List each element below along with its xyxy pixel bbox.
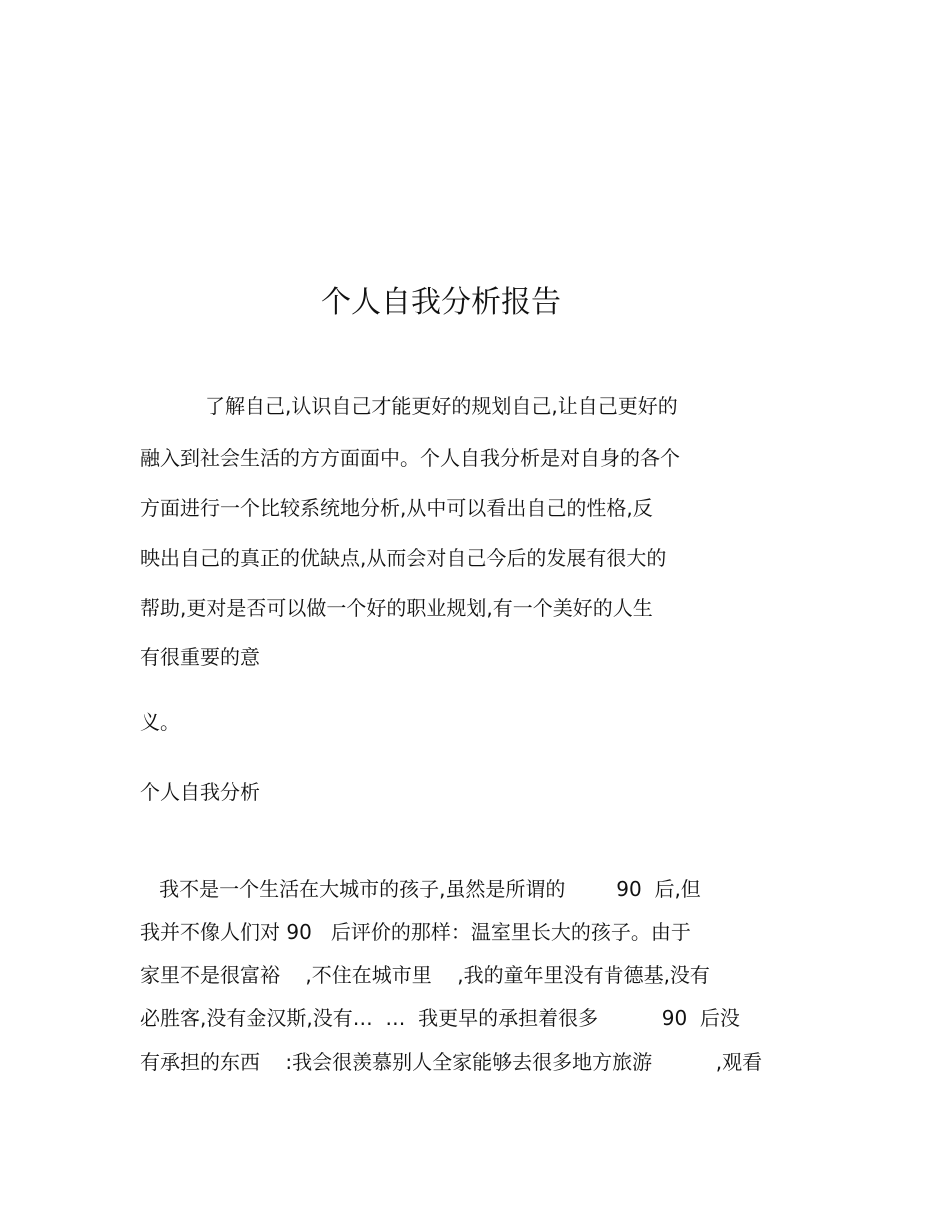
intro-line-3: 方面进行一个比较系统地分析,从中可以看出自己的性格,反 bbox=[140, 496, 653, 520]
intro-line-1: 了解自己,认识自己才能更好的规划自己,让自己更好的 bbox=[205, 394, 678, 418]
body-line-1: 我不是一个生活在大城市的孩子,虽然是所谓的 90 后,但 bbox=[140, 877, 701, 901]
intro-line-4: 映出自己的真正的优缺点,从而会对自己今后的发展有很大的 bbox=[140, 546, 667, 570]
body-line-5: 有承担的东西 :我会很羡慕别人全家能够去很多地方旅游 ,观看 bbox=[140, 1050, 763, 1074]
body-line-4: 必胜客,没有金汉斯,没有… … 我更早的承担着很多 90 后没 bbox=[140, 1006, 740, 1030]
section-heading: 个人自我分析 bbox=[140, 780, 260, 804]
body-line-3: 家里不是很富裕 ,不住在城市里 ,我的童年里没有肯德基,没有 bbox=[140, 963, 710, 987]
intro-line-2: 融入到社会生活的方方面面中。个人自我分析是对自身的各个 bbox=[140, 446, 680, 470]
intro-line-6: 有很重要的意 bbox=[140, 645, 260, 669]
body-line-2: 我并不像人们对 90 后评价的那样：温室里长大的孩子。由于 bbox=[140, 920, 691, 944]
intro-line-5: 帮助,更对是否可以做一个好的职业规划,有一个美好的人生 bbox=[140, 596, 653, 620]
document-title: 个人自我分析报告 bbox=[321, 285, 561, 320]
intro-end-line: 义。 bbox=[140, 710, 180, 734]
